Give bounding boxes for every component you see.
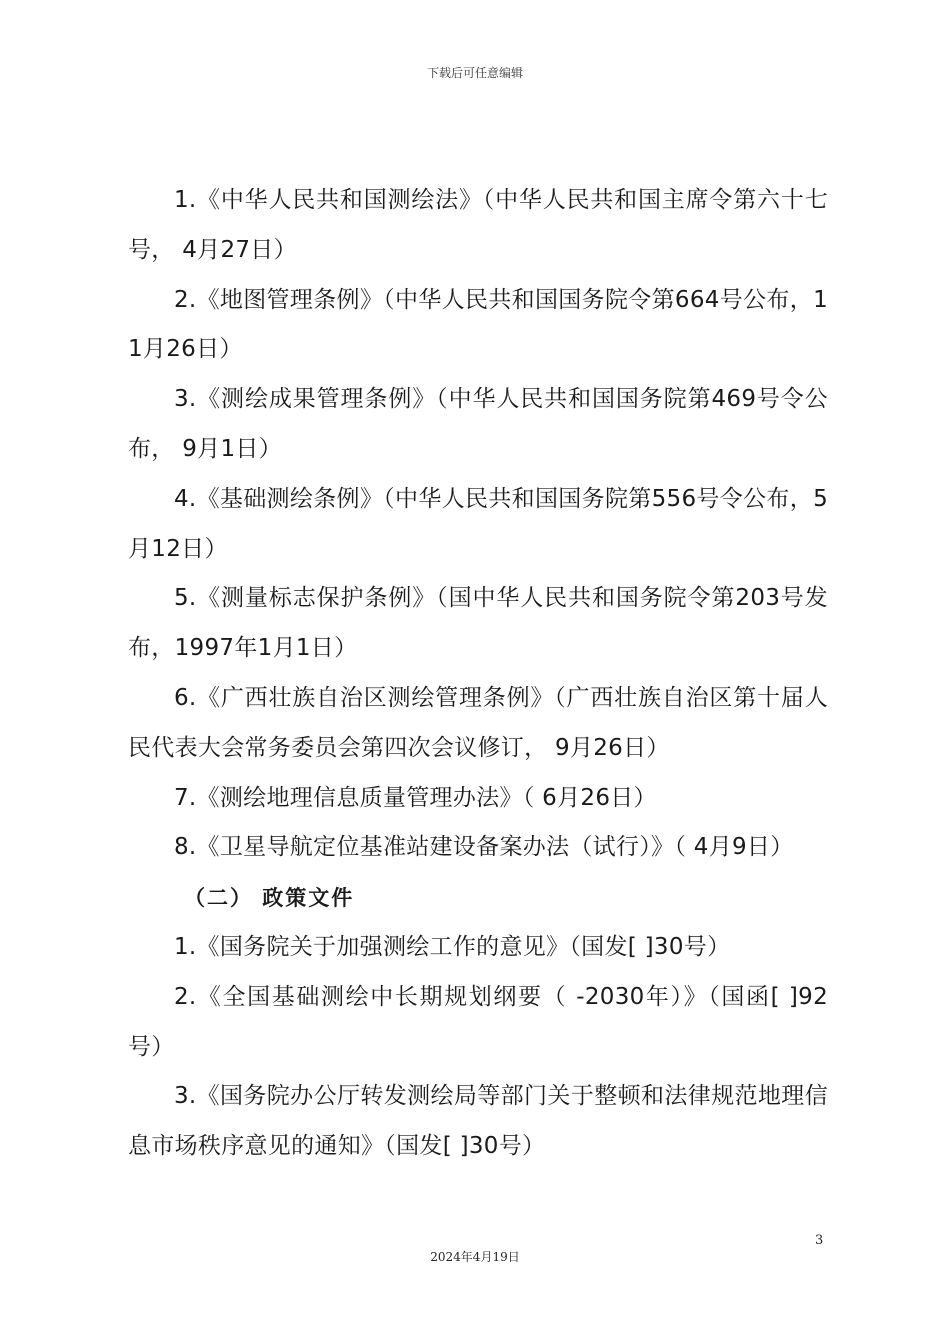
document-body <box>128 176 828 1172</box>
regulation-item: 2.《地图管理条例》（中华人民共和国国务院令第664号公布，11月26日） <box>128 286 828 363</box>
policy-item: 3.《国务院办公厅转发测绘局等部门关于整顿和法律规范地理信息市场秩序意见的通知》（国发[ ]30号） <box>128 1083 828 1160</box>
policy-item: 2.《全国基础测绘中长期规划纲要（ -2030年）》（国函[ ]92号） <box>128 983 828 1060</box>
policy-item: 1.《国务院关于加强测绘工作的意见》（国发[ ]30号） <box>174 933 731 960</box>
page-number: 3 <box>815 1233 824 1248</box>
section-heading: （二） 政策文件 <box>184 885 355 911</box>
regulation-item: 5.《测量标志保护条例》（国中华人民共和国务院令第203号发布，1997年1月1日） <box>128 585 828 662</box>
page-header: 下载后可任意编辑 <box>426 66 523 80</box>
regulation-item: 1.《中华人民共和国测绘法》（中华人民共和国主席令第六十七号， 4月27日） <box>128 187 828 263</box>
regulation-item: 4.《基础测绘条例》（中华人民共和国国务院第556号令公布，5月12日） <box>128 485 828 562</box>
regulation-item: 7.《测绘地理信息质量管理办法》（ 6月26日） <box>174 784 657 811</box>
regulation-item: 6.《广西壮族自治区测绘管理条例》（广西壮族自治区第十届人民代表大会常务委员会第四次会议修订， 9月26日） <box>128 684 828 761</box>
regulation-item: 3.《测绘成果管理条例》（中华人民共和国国务院第469号令公布， 9月1日） <box>128 386 828 462</box>
regulation-item: 8.《卫星导航定位基准站建设备案办法（试行）》（ 4月9日） <box>174 834 794 861</box>
page-footer-date: 2024年4月19日 <box>430 1250 520 1264</box>
